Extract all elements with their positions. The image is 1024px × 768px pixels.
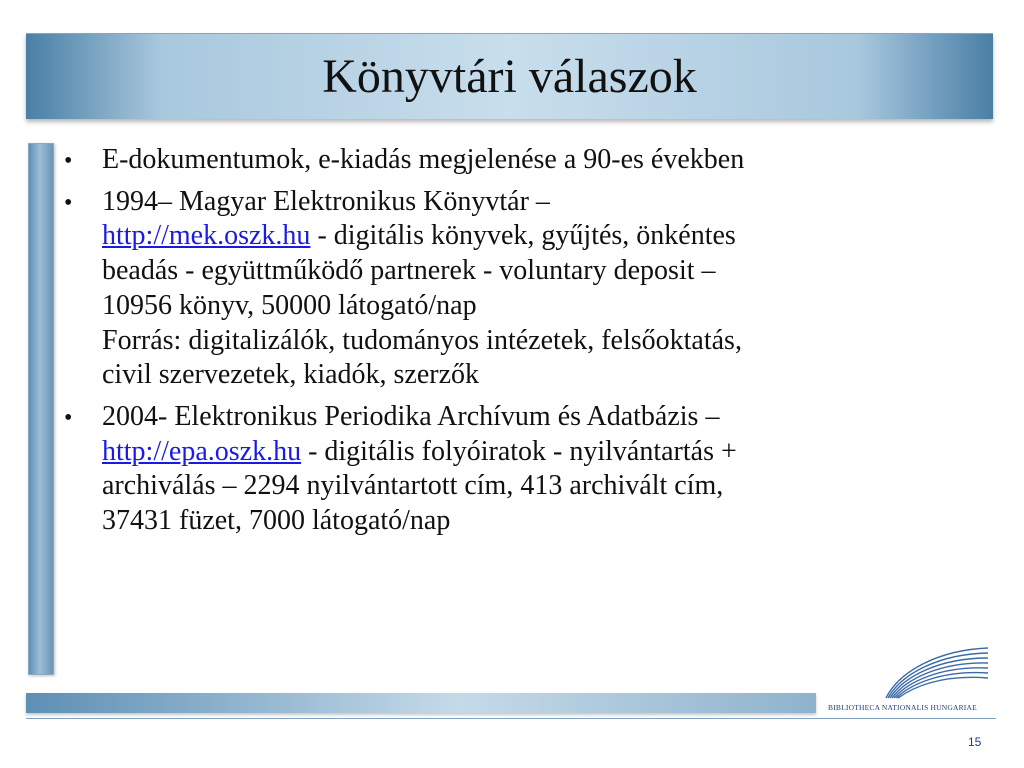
- bullet-line: 10956 könyv, 50000 látogató/nap: [102, 289, 477, 321]
- bullet-line: beadás - együttműködő partnerek - voluntary deposit –: [102, 255, 716, 287]
- bullet-icon: •: [64, 405, 73, 432]
- bullet-line: [102, 219, 992, 254]
- library-logo: [820, 640, 996, 720]
- bullet-line-text: - digitális könyvek, gyűjtés, önkéntes: [310, 220, 736, 252]
- slide-content: [62, 143, 992, 546]
- page-number: 15: [968, 735, 982, 749]
- bottom-accent-bar: [26, 693, 816, 713]
- bullet-item: [62, 185, 992, 393]
- bullet-line-text: - digitális folyóiratok - nyilvántartás +: [301, 435, 737, 467]
- left-accent-bar: [28, 143, 54, 675]
- bullet-line: archiválás – 2294 nyilvántartott cím, 413 archivált cím,: [102, 470, 724, 502]
- bullet-line: 1994– Magyar Elektronikus Könyvtár –: [102, 185, 550, 217]
- bullet-line: [102, 435, 992, 470]
- bullet-line: 37431 füzet, 7000 látogató/nap: [102, 505, 451, 537]
- bullet-list: [62, 143, 992, 539]
- swoosh-lines-logo-icon: [880, 640, 992, 702]
- bullet-line: civil szervezetek, kiadók, szerzők: [102, 359, 480, 391]
- bullet-item: [62, 400, 992, 539]
- logo-text: BIBLIOTHECA NATIONALIS HUNGARIAE: [828, 703, 977, 712]
- mek-link[interactable]: http://mek.oszk.hu: [102, 220, 311, 252]
- bullet-icon: •: [64, 189, 73, 216]
- slide-title: Könyvtári válaszok: [322, 49, 697, 103]
- bullet-line: Forrás: digitalizálók, tudományos intézetek, felsőoktatás,: [102, 324, 742, 356]
- bullet-line: E-dokumentumok, e-kiadás megjelenése a 90-es években: [102, 144, 745, 175]
- bullet-line: 2004- Elektronikus Periodika Archívum és Adatbázis –: [102, 401, 720, 433]
- bullet-icon: •: [64, 148, 73, 174]
- title-bar: [26, 33, 993, 119]
- bullet-item: [62, 143, 992, 178]
- epa-link[interactable]: http://epa.oszk.hu: [102, 435, 302, 467]
